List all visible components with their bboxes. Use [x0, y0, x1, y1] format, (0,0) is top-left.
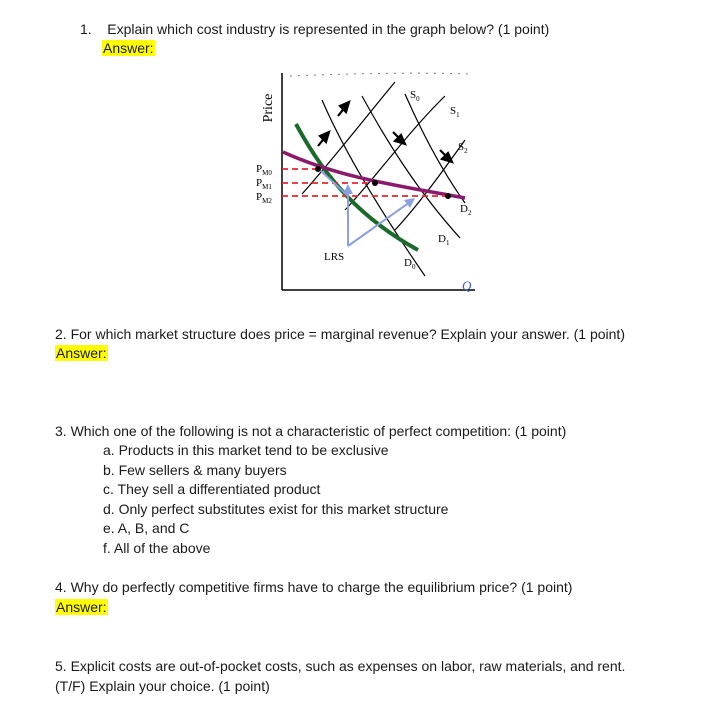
q2-answer-label: Answer:	[56, 345, 107, 361]
q3-option-b: b. Few sellers & many buyers	[103, 462, 287, 478]
q1-text: Explain which cost industry is represented in the graph below? (1 point)	[107, 21, 550, 37]
q3-option-c: c. They sell a differentiated product	[103, 481, 321, 497]
top-curve-fragment	[290, 73, 470, 76]
price-label-pm2: $P_{M2}$	[256, 191, 272, 205]
blue-arrow-diag-head	[404, 198, 415, 208]
supply-label-s1: $S_1$	[450, 105, 460, 119]
equilibrium-point-2	[445, 193, 451, 199]
demand-label-d0: $D_0$	[404, 257, 416, 271]
q1-question	[80, 20, 549, 38]
price-label-pm1: $P_{M1}$	[256, 177, 272, 191]
q3-option-a: a. Products in this market tend to be exclusive	[103, 442, 389, 458]
q5-question-line2: (T/F) Explain your choice. (1 point)	[55, 678, 270, 694]
cost-industry-graph	[250, 68, 495, 303]
equilibrium-point-1	[372, 180, 378, 186]
q3-question: 3. Which one of the following is not a characteristic of perfect competition: (1 point)	[55, 423, 567, 439]
q3-option-d: d. Only perfect substitutes exist for this market structure	[103, 501, 449, 517]
demand-label-d1: $D_1$	[438, 233, 450, 247]
q1-number: 1.	[80, 21, 92, 37]
x-axis-label: Q	[462, 278, 472, 293]
q1-answer-label: Answer:	[103, 40, 154, 56]
q4-question: 4. Why do perfectly competitive firms have to charge the equilibrium price? (1 point)	[55, 579, 573, 595]
demand-label-d2: $D_2$	[460, 203, 472, 217]
q2-question: 2. For which market structure does price = marginal revenue? Explain your answer. (1 point)	[55, 326, 625, 342]
lrs-label: LRS	[324, 251, 345, 263]
supply-label-s0: $S_0$	[410, 89, 420, 103]
q4-answer-label: Answer:	[56, 599, 107, 615]
y-axis-label: Price	[261, 93, 276, 123]
q3-option-f: f. All of the above	[103, 540, 211, 556]
equilibrium-point-0	[315, 166, 321, 172]
q3-option-e: e. A, B, and C	[103, 520, 190, 536]
shift-arrows	[318, 102, 452, 162]
q5-question-line1: 5. Explicit costs are out-of-pocket costs, such as expenses on labor, raw materials, and rent.	[55, 658, 626, 674]
supply-curve-s0	[302, 82, 395, 194]
supply-label-s2: $S_2$	[458, 141, 468, 155]
price-label-pm0: $P_{M0}$	[256, 163, 272, 177]
supply-curve-s2	[395, 140, 465, 230]
